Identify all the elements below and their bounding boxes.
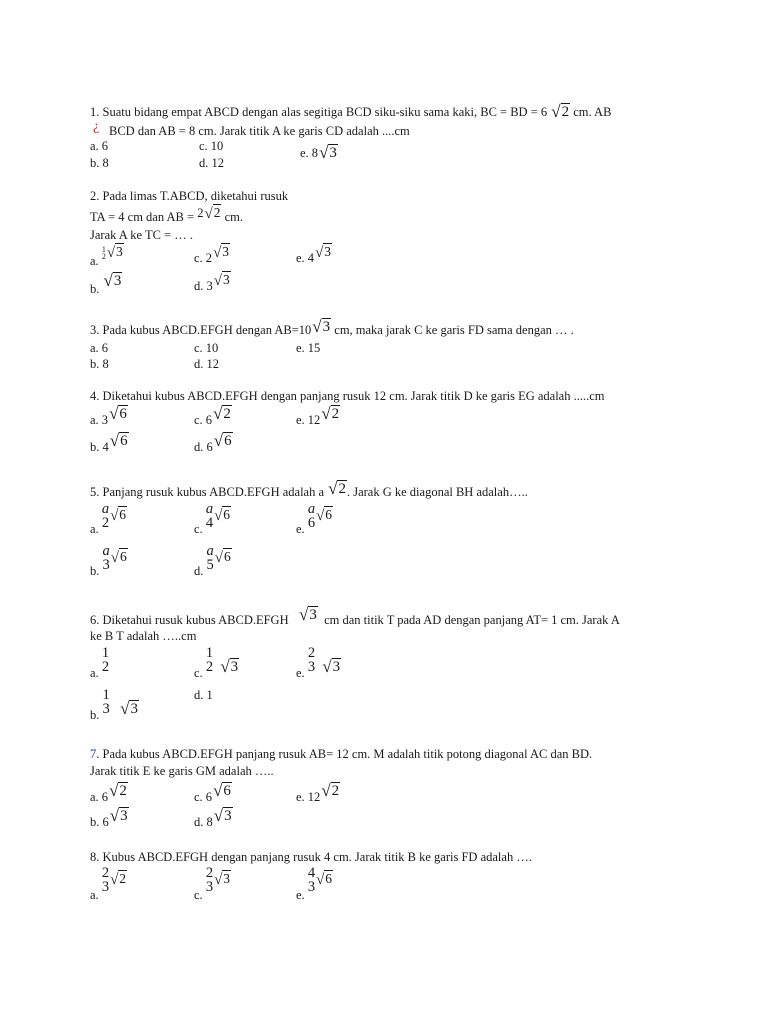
q4-option-c: c. 6√2 bbox=[194, 404, 231, 427]
q3-line1: 3. Pada kubus ABCD.EFGH dengan AB=10√3 cm, maka jarak C ke garis FD sama dengan … . bbox=[90, 317, 574, 337]
q2-option-d: d. 3√3 bbox=[194, 272, 230, 293]
q1-option-e: e. 8√3 bbox=[300, 143, 337, 162]
q5-option-c: c. a 4 √6 bbox=[194, 501, 231, 536]
q7-option-b: b. 6√3 bbox=[90, 806, 128, 829]
q1-line2: BCD dan AB = 8 cm. Jarak titik A ke garis CD adalah ....cm bbox=[109, 124, 410, 138]
q1-option-c: c. 10 bbox=[199, 139, 224, 153]
q4-line1: 4. Diketahui kubus ABCD.EFGH dengan panjang rusuk 12 cm. Jarak titik D ke garis EG adalah .....cm bbox=[90, 389, 605, 403]
q5-option-e: e. a 6 √6 bbox=[296, 501, 333, 536]
q8-option-c: c. 2 3 √3 bbox=[194, 865, 231, 902]
q6-option-e: e. 2 3 √3 bbox=[296, 645, 341, 680]
q7-line2: Jarak titik E ke garis GM adalah ….. bbox=[90, 764, 274, 778]
q7-option-a: a. 6√2 bbox=[90, 781, 127, 804]
q2-option-a: a. 1 2 √3 bbox=[90, 244, 123, 268]
q4-option-b: b. 4√6 bbox=[90, 431, 128, 454]
q6-option-a: a. 1 2 bbox=[90, 645, 110, 680]
q6-line1: 6. Diketahui rusuk kubus ABCD.EFGH √3 cm dan titik T pada AD dengan panjang AT= 1 cm. Jarak A bbox=[90, 605, 620, 627]
q6-option-c: c. 1 2 √3 bbox=[194, 645, 239, 680]
q2-line1: 2. Pada limas T.ABCD, diketahui rusuk bbox=[90, 189, 289, 203]
q3-option-c: c. 10 bbox=[194, 341, 219, 355]
q1-line1: 1. Suatu bidang empat ABCD dengan alas segitiga BCD siku-siku sama kaki, BC = BD = 6 √2 cm. AB bbox=[90, 102, 612, 121]
q7-option-d: d. 8√3 bbox=[194, 806, 232, 829]
q8-option-e: e. 4 3 √6 bbox=[296, 865, 333, 902]
q1-option-a: a. 6 bbox=[90, 139, 109, 153]
q4-option-a: a. 3√6 bbox=[90, 404, 127, 427]
q5-option-b: b. a 3 √6 bbox=[90, 543, 127, 578]
q2-option-b: b. √3 bbox=[90, 271, 122, 296]
q4-option-d: d. 6√6 bbox=[194, 431, 232, 454]
q6-option-b: b. 1 3 √3 bbox=[90, 687, 138, 722]
q4-option-e: e. 12√2 bbox=[296, 404, 340, 427]
q8-line1: 8. Kubus ABCD.EFGH dengan panjang rusuk 4 cm. Jarak titik B ke garis FD adalah …. bbox=[90, 850, 532, 864]
q2-option-e: e. 4√3 bbox=[296, 244, 332, 265]
q8-option-a: a. 2 3 √2 bbox=[90, 865, 127, 902]
q2-line2: TA = 4 cm dan AB = 2√2 cm. bbox=[90, 205, 243, 224]
q5-option-d: d. a 5 √6 bbox=[194, 543, 231, 578]
q5-line1: 5. Panjang rusuk kubus ABCD.EFGH adalah a √2. Jarak G ke diagonal BH adalah….. bbox=[90, 479, 528, 499]
q2-line3: Jarak A ke TC = … . bbox=[90, 228, 193, 242]
q6-option-d: d. 1 bbox=[194, 688, 213, 702]
q7-option-c: c. 6√6 bbox=[194, 781, 231, 804]
q3-option-e: e. 15 bbox=[296, 341, 321, 355]
sqrt-symbol: √2 bbox=[551, 102, 570, 121]
q3-option-b: b. 8 bbox=[90, 357, 109, 371]
q7-line1: 7. Pada kubus ABCD.EFGH panjang rusuk AB= 12 cm. M adalah titik potong diagonal AC dan BD. bbox=[90, 747, 593, 761]
q1-option-d: d. 12 bbox=[199, 156, 224, 170]
q6-line2: ke B T adalah …..cm bbox=[90, 629, 197, 643]
q2-option-c: c. 2√3 bbox=[194, 244, 230, 265]
q3-option-a: a. 6 bbox=[90, 341, 109, 355]
q5-option-a: a. a 2 √6 bbox=[90, 501, 127, 536]
q1-option-b: b. 8 bbox=[90, 156, 109, 170]
q7-option-e: e. 12√2 bbox=[296, 781, 340, 804]
inverted-question-mark: ¿ bbox=[93, 119, 100, 134]
q3-option-d: d. 12 bbox=[194, 357, 219, 371]
